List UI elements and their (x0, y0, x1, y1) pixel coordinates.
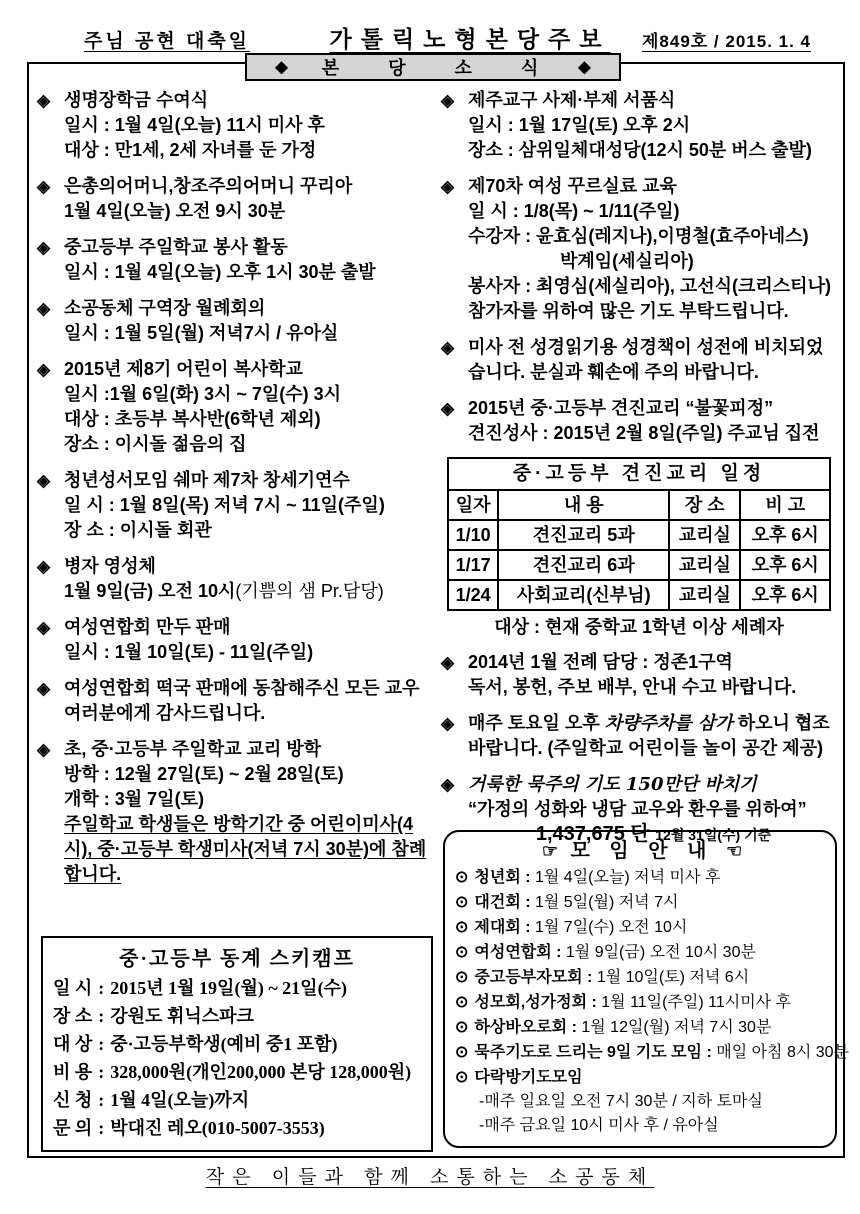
item-text-segment: 바랍니다. (주일학교 어린이들 놀이 공간 제공) (468, 738, 823, 758)
item-bullet-icon: ◈ (37, 360, 51, 379)
item-line (64, 493, 437, 518)
item-text-segment: 주일학교 학생들은 방학기간 중 어린이미사(4 (64, 814, 413, 834)
table-cell: 교리실 (669, 580, 740, 610)
meeting-item (455, 940, 829, 965)
item-text-segment: 시), 중·고등부 학생미사(저녁 7시 30분)에 참례 (64, 839, 427, 859)
ski-row-separator: : (98, 978, 105, 998)
meeting-item-separator: : (702, 1044, 717, 1061)
bulletin-item (37, 554, 437, 604)
item-text-segment: 참가자를 위하여 많은 기도 부탁드립니다. (468, 301, 789, 321)
table-caption: 대상 : 현재 중학교 1학년 이상 세례자 (494, 617, 784, 637)
item-text-segment: 일시 : 1월 5일(월) 저녁7시 / 유아실 (64, 323, 339, 343)
item-lines (468, 711, 839, 761)
meeting-item-value: 1월 9일(금) 오전 10시 30분 (565, 944, 756, 961)
meeting-item-value: 1월 10일(토) 저녁 6시 (596, 969, 750, 986)
item-lines (64, 174, 437, 224)
item-text-segment: 2015년 제8기 어린이 복사학교 (64, 359, 303, 379)
ski-row-separator: : (98, 1034, 105, 1054)
table-cell: 오후 6시 (740, 580, 830, 610)
diamond-icon: ◆ (578, 59, 591, 76)
column-header: 장 소 (669, 490, 740, 520)
item-line (64, 737, 437, 762)
meeting-item-bullet-icon: ⊙ (455, 994, 469, 1011)
item-text-segment: 미사 전 성경읽기용 성경책이 성전에 비치되었 (468, 337, 824, 357)
bulletin-item (441, 711, 839, 761)
item-text-segment: 견진성사 : 2015년 2월 8일(주일) 주교님 집전 (468, 423, 820, 443)
item-text-segment: 여성연합회 떡국 판매에 동참해주신 모든 교우 (64, 678, 420, 698)
item-line (64, 701, 437, 726)
item-text-segment: 청년성서모임 쉐마 제7차 창세기연수 (64, 470, 350, 490)
meeting-item-bullet-icon: ⊙ (455, 869, 469, 886)
meeting-item-separator: : (582, 969, 597, 986)
bulletin-item (37, 468, 437, 543)
item-line (64, 468, 437, 493)
item-lines (64, 615, 437, 665)
bulletin-title: 가톨릭노형본당주보 (329, 26, 611, 52)
diamond-icon: ◆ (275, 59, 288, 76)
ski-camp-row (53, 1030, 421, 1058)
item-bullet-icon: ◈ (37, 177, 51, 196)
item-line (468, 711, 839, 736)
item-line (468, 736, 839, 761)
right-column-top (441, 88, 839, 446)
table-cell: 1/24 (448, 580, 498, 610)
item-text-segment: 2014년 1월 전례 담당 : 정존1구역 (468, 652, 733, 672)
item-text-segment: 여성연합회 만두 판매 (64, 617, 231, 637)
item-text-segment: 차량주차를 삼가 (604, 713, 733, 734)
meeting-item-separator: : (520, 919, 535, 936)
table-row (448, 580, 830, 610)
item-line (64, 235, 437, 260)
bulletin-item (441, 396, 839, 446)
meeting-item-separator: : (551, 944, 566, 961)
table-cell: 견진교리 5과 (498, 520, 669, 550)
meeting-item-value: 1월 12일(월) 저녁 7시 30분 (581, 1019, 772, 1036)
column-header: 비 고 (740, 490, 830, 520)
ski-row-value: 328,000원(개인200,000 본당 128,000원) (110, 1062, 412, 1082)
item-text-segment: 생명장학금 수여식 (64, 90, 209, 110)
item-line (64, 554, 437, 579)
ski-row-value: 중·고등부학생(예비 중1 포함) (110, 1034, 338, 1054)
item-bullet-icon: ◈ (37, 91, 51, 110)
right-column (441, 88, 839, 859)
item-line (64, 88, 437, 113)
item-line (64, 174, 437, 199)
meeting-item-separator: : (587, 994, 602, 1011)
meeting-item-bullet-icon: ⊙ (455, 919, 469, 936)
meeting-item-separator: : (520, 869, 535, 886)
meeting-item-bullet-icon: ⊙ (455, 969, 469, 986)
item-text-segment: 1,437,675 단 (535, 823, 656, 845)
left-column (37, 88, 437, 898)
item-text-segment: (기쁨의 샘 Pr.담당) (235, 581, 384, 601)
meeting-item-bullet-icon: ⊙ (455, 894, 469, 911)
meeting-items (455, 865, 850, 1138)
item-lines (64, 235, 437, 285)
bulletin-item (441, 174, 839, 324)
meeting-item-label: 성모회,성가정회 (474, 994, 588, 1011)
meeting-item-label: 다락방기도모임 (474, 1069, 583, 1086)
item-line (468, 88, 839, 113)
meeting-item (455, 1015, 829, 1040)
item-lines (64, 468, 437, 543)
item-lines (64, 737, 437, 887)
item-line (468, 138, 839, 163)
meeting-item-value: 1월 4일(오늘) 저녁 미사 후 (535, 869, 721, 886)
item-line (64, 113, 437, 138)
item-line (468, 335, 839, 360)
table-cell: 오후 6시 (740, 520, 830, 550)
item-text-segment: 봉사자 : 최영심(세실리아), 고선식(크리스티나) (468, 276, 831, 296)
item-line (468, 249, 839, 274)
meeting-guide-title-text: 모 임 안 내 (570, 840, 714, 862)
ski-row-label: 신 청 (53, 1090, 93, 1110)
item-text-segment: 박계임(세실리아) (560, 251, 694, 271)
pointing-hand-left-icon: ☜ (726, 841, 743, 861)
meeting-item-value: 1월 11일(주일) 11시미사 후 (601, 994, 792, 1011)
column-header: 일자 (448, 490, 498, 520)
bulletin-item (441, 650, 839, 700)
meeting-item-label: 하상바오로회 (474, 1019, 568, 1036)
item-text-segment: 수강자 : 윤효심(레지나),이명철(효주아네스) (468, 226, 809, 246)
item-bullet-icon: ◈ (441, 338, 455, 357)
ski-camp-rows (53, 974, 421, 1142)
item-line (468, 113, 839, 138)
item-text-segment: 일시 : 1월 4일(오늘) 11시 미사 후 (64, 115, 325, 135)
meeting-guide-title (455, 837, 829, 865)
ski-camp-row (53, 1086, 421, 1114)
item-text-segment: 장 소 : 이시돌 회관 (64, 520, 212, 540)
meeting-guide-box (443, 830, 850, 1148)
item-text-segment: 하오니 협조 (732, 713, 830, 733)
item-line (468, 174, 839, 199)
item-line (64, 138, 437, 163)
item-text-segment: 병자 영성체 (64, 556, 156, 576)
meeting-item-label: 여성연합회 (474, 944, 552, 961)
table-header-row (448, 490, 830, 520)
item-text-segment: 장소 : 삼위일체대성당(12시 50분 버스 출발) (468, 140, 812, 160)
item-text-segment: 거룩한 묵주의 기도 150만단 바치기 (468, 774, 757, 795)
bulletin-item (37, 357, 437, 457)
ski-row-separator: : (98, 1062, 105, 1082)
bulletin-item (37, 88, 437, 163)
bulletin-item (37, 296, 437, 346)
meeting-item-label: 제대회 (474, 919, 521, 936)
table-cell: 교리실 (669, 550, 740, 580)
item-text-segment: 제주교구 사제·부제 서품식 (468, 90, 676, 110)
item-line (64, 407, 437, 432)
bulletin-item (37, 676, 437, 726)
item-line (468, 650, 839, 675)
item-text-segment: 방학 : 12월 27일(토) ~ 2월 28일(토) (64, 764, 344, 784)
meeting-item (455, 915, 829, 940)
item-text-segment: 초, 중·고등부 주일학교 교리 방학 (64, 739, 322, 759)
ski-row-value: 박대진 레오(010-5007-3553) (110, 1118, 325, 1138)
footer-slogan: 작은 이들과 함께 소통하는 소공동체 (205, 1167, 655, 1188)
section-title-box (245, 53, 621, 81)
table-title: 중·고등부 견진교리 일정 (448, 458, 830, 490)
table-cell: 견진교리 6과 (498, 550, 669, 580)
ski-camp-row (53, 974, 421, 1002)
ski-row-value: 강원도 휘닉스파크 (110, 1006, 254, 1026)
meeting-item-label: 중고등부자모회 (474, 969, 583, 986)
item-line (468, 675, 839, 700)
item-line (468, 772, 839, 797)
item-line (64, 862, 437, 887)
item-line (468, 224, 839, 249)
item-lines (468, 650, 839, 700)
ski-row-separator: : (98, 1090, 105, 1110)
item-lines (64, 296, 437, 346)
column-header: 내 용 (498, 490, 669, 520)
ski-row-label: 비 용 (53, 1062, 93, 1082)
item-bullet-icon: ◈ (37, 471, 51, 490)
item-line (468, 797, 839, 822)
item-text-segment: 개학 : 3월 7일(토) (64, 789, 204, 809)
table-row (448, 520, 830, 550)
meeting-item-separator: : (520, 894, 535, 911)
ski-camp-row (53, 1002, 421, 1030)
item-line (468, 299, 839, 324)
item-text-segment: 합니다. (64, 864, 122, 884)
bulletin-item (37, 174, 437, 224)
item-line (468, 199, 839, 224)
item-text-segment: 소공동체 구역장 월례회의 (64, 298, 266, 318)
item-text-segment: 은총의어머니,창조주의어머니 꾸리아 (64, 176, 353, 196)
section-title: 본 당 소 식 (321, 58, 561, 78)
item-lines (64, 357, 437, 457)
meeting-item-value: 매일 아침 8시 30분 (716, 1044, 850, 1061)
table-cell: 교리실 (669, 520, 740, 550)
item-lines (468, 88, 839, 163)
ski-row-label: 문 의 (53, 1118, 93, 1138)
item-line (468, 360, 839, 385)
meeting-item-value: 1월 5일(월) 저녁 7시 (535, 894, 679, 911)
feast-title: 주님 공현 대축일 (84, 31, 251, 52)
item-line (64, 432, 437, 457)
item-bullet-icon: ◈ (37, 679, 51, 698)
ski-row-label: 장 소 (53, 1006, 93, 1026)
bulletin-item (37, 235, 437, 285)
item-line (64, 615, 437, 640)
table-cell: 1/17 (448, 550, 498, 580)
item-line (64, 787, 437, 812)
meeting-item-bullet-icon: ⊙ (455, 944, 469, 961)
meeting-item-label: 청년회 (474, 869, 521, 886)
ski-row-label: 대 상 (53, 1034, 93, 1054)
item-bullet-icon: ◈ (441, 653, 455, 672)
meeting-sub-item: -매주 일요일 오전 7시 30분 / 지하 토마실 (479, 1093, 763, 1110)
meeting-item-label: 대건회 (474, 894, 521, 911)
table-cell: 사회교리(신부님) (498, 580, 669, 610)
item-lines (468, 335, 839, 385)
main-border (27, 62, 850, 1158)
item-text-segment: 대상 : 만1세, 2세 자녀를 둔 가정 (64, 140, 317, 160)
ski-camp-row (53, 1114, 421, 1142)
item-line (64, 640, 437, 665)
item-bullet-icon: ◈ (37, 740, 51, 759)
item-text-segment: 일 시 : 1월 8일(목) 저녁 7시 ~ 11일(주일) (64, 495, 385, 515)
item-lines (468, 174, 839, 324)
item-line (64, 321, 437, 346)
item-text-segment: 일시 : 1월 10일(토) - 11일(주일) (64, 642, 314, 662)
meeting-item (455, 990, 829, 1015)
bulletin-item (37, 615, 437, 665)
item-line (468, 396, 839, 421)
item-bullet-icon: ◈ (37, 238, 51, 257)
table-cell: 오후 6시 (740, 550, 830, 580)
item-text-segment: 습니다. 분실과 훼손에 주의 바랍니다. (468, 362, 759, 382)
item-lines (468, 396, 839, 446)
meeting-item (455, 865, 829, 890)
meeting-item-label: 묵주기도로 드리는 9일 기도 모임 (474, 1044, 703, 1061)
meeting-item-separator: : (567, 1019, 582, 1036)
bulletin-item (441, 88, 839, 163)
item-text-segment: 매주 토요일 오후 (468, 713, 605, 733)
table-cell: 1/10 (448, 520, 498, 550)
item-line (64, 812, 437, 837)
item-text-segment: 일 시 : 1/8(목) ~ 1/11(주일) (468, 201, 680, 221)
bulletin-item (441, 335, 839, 385)
confirmation-schedule-table (447, 457, 831, 611)
item-text-segment: 1월 9일(금) 오전 10시 (64, 581, 236, 601)
item-text-segment: 일시 : 1월 4일(오늘) 오후 1시 30분 출발 (64, 262, 376, 282)
meeting-sub-item: -매주 금요일 10시 미사 후 / 유아실 (479, 1117, 719, 1134)
ski-camp-title: 중·고등부 동계 스키캠프 (119, 948, 355, 970)
meeting-item (455, 965, 829, 990)
item-lines (64, 554, 437, 604)
item-text-segment: 2015년 중·고등부 견진교리 “불꽃피정” (468, 398, 774, 418)
meeting-item-bullet-icon: ⊙ (455, 1044, 469, 1061)
item-line (64, 199, 437, 224)
pointing-hand-right-icon: ☞ (541, 841, 558, 861)
item-line (64, 260, 437, 285)
item-text-segment: 1월 4일(오늘) 오전 9시 30분 (64, 201, 286, 221)
meeting-item-bullet-icon: ⊙ (455, 1019, 469, 1036)
meeting-item-value: 1월 7일(수) 오전 10시 (535, 919, 688, 936)
item-text-segment: 장소 : 이시돌 젊음의 집 (64, 434, 247, 454)
meeting-item (455, 890, 829, 915)
item-lines (64, 88, 437, 163)
item-text-segment: 독서, 봉헌, 주보 배부, 안내 수고 바랍니다. (468, 677, 797, 697)
item-line (64, 357, 437, 382)
table-row (448, 550, 830, 580)
meeting-item (455, 1040, 850, 1065)
item-text-segment: 12월 31일(수) 기준 (655, 827, 772, 843)
ski-row-value: 2015년 1월 19일(월) ~ 21일(수) (110, 978, 347, 998)
item-line (468, 274, 839, 299)
item-line (468, 421, 839, 446)
item-line (64, 762, 437, 787)
item-text-segment: 일시 : 1월 17일(토) 오후 2시 (468, 115, 691, 135)
item-line (64, 676, 437, 701)
item-lines (64, 676, 437, 726)
item-line (64, 382, 437, 407)
item-bullet-icon: ◈ (37, 557, 51, 576)
issue-number: 제849호 / 2015. 1. 4 (642, 32, 811, 51)
item-bullet-icon: ◈ (37, 299, 51, 318)
ski-camp-box (41, 936, 433, 1152)
item-text-segment: 대상 : 초등부 복사반(6학년 제외) (64, 409, 321, 429)
ski-camp-row (53, 1058, 421, 1086)
item-text-segment: 일시 :1월 6일(화) 3시 ~ 7일(수) 3시 (64, 384, 342, 404)
meeting-item-bullet-icon: ⊙ (455, 1069, 469, 1086)
right-column-bottom (441, 650, 839, 848)
item-text-segment: 제70차 여성 꾸르실료 교육 (468, 176, 677, 196)
ski-row-separator: : (98, 1006, 105, 1026)
item-bullet-icon: ◈ (37, 618, 51, 637)
meeting-item (455, 1065, 829, 1090)
item-bullet-icon: ◈ (441, 775, 455, 794)
ski-row-separator: : (98, 1118, 105, 1138)
item-line (64, 296, 437, 321)
item-bullet-icon: ◈ (441, 177, 455, 196)
item-line (64, 518, 437, 543)
ski-row-value: 1월 4일(오늘)까지 (110, 1090, 250, 1110)
item-text-segment: 여러분에게 감사드립니다. (64, 703, 266, 723)
item-line (64, 579, 437, 604)
item-bullet-icon: ◈ (441, 714, 455, 733)
bulletin-item (37, 737, 437, 887)
item-text-segment: 중고등부 주일학교 봉사 활동 (64, 237, 288, 257)
ski-row-label: 일 시 (53, 978, 93, 998)
item-bullet-icon: ◈ (441, 399, 455, 418)
item-line (64, 837, 437, 862)
item-bullet-icon: ◈ (441, 91, 455, 110)
item-text-segment: “가정의 성화와 냉담 교우와 환우를 위하여” (468, 799, 807, 819)
